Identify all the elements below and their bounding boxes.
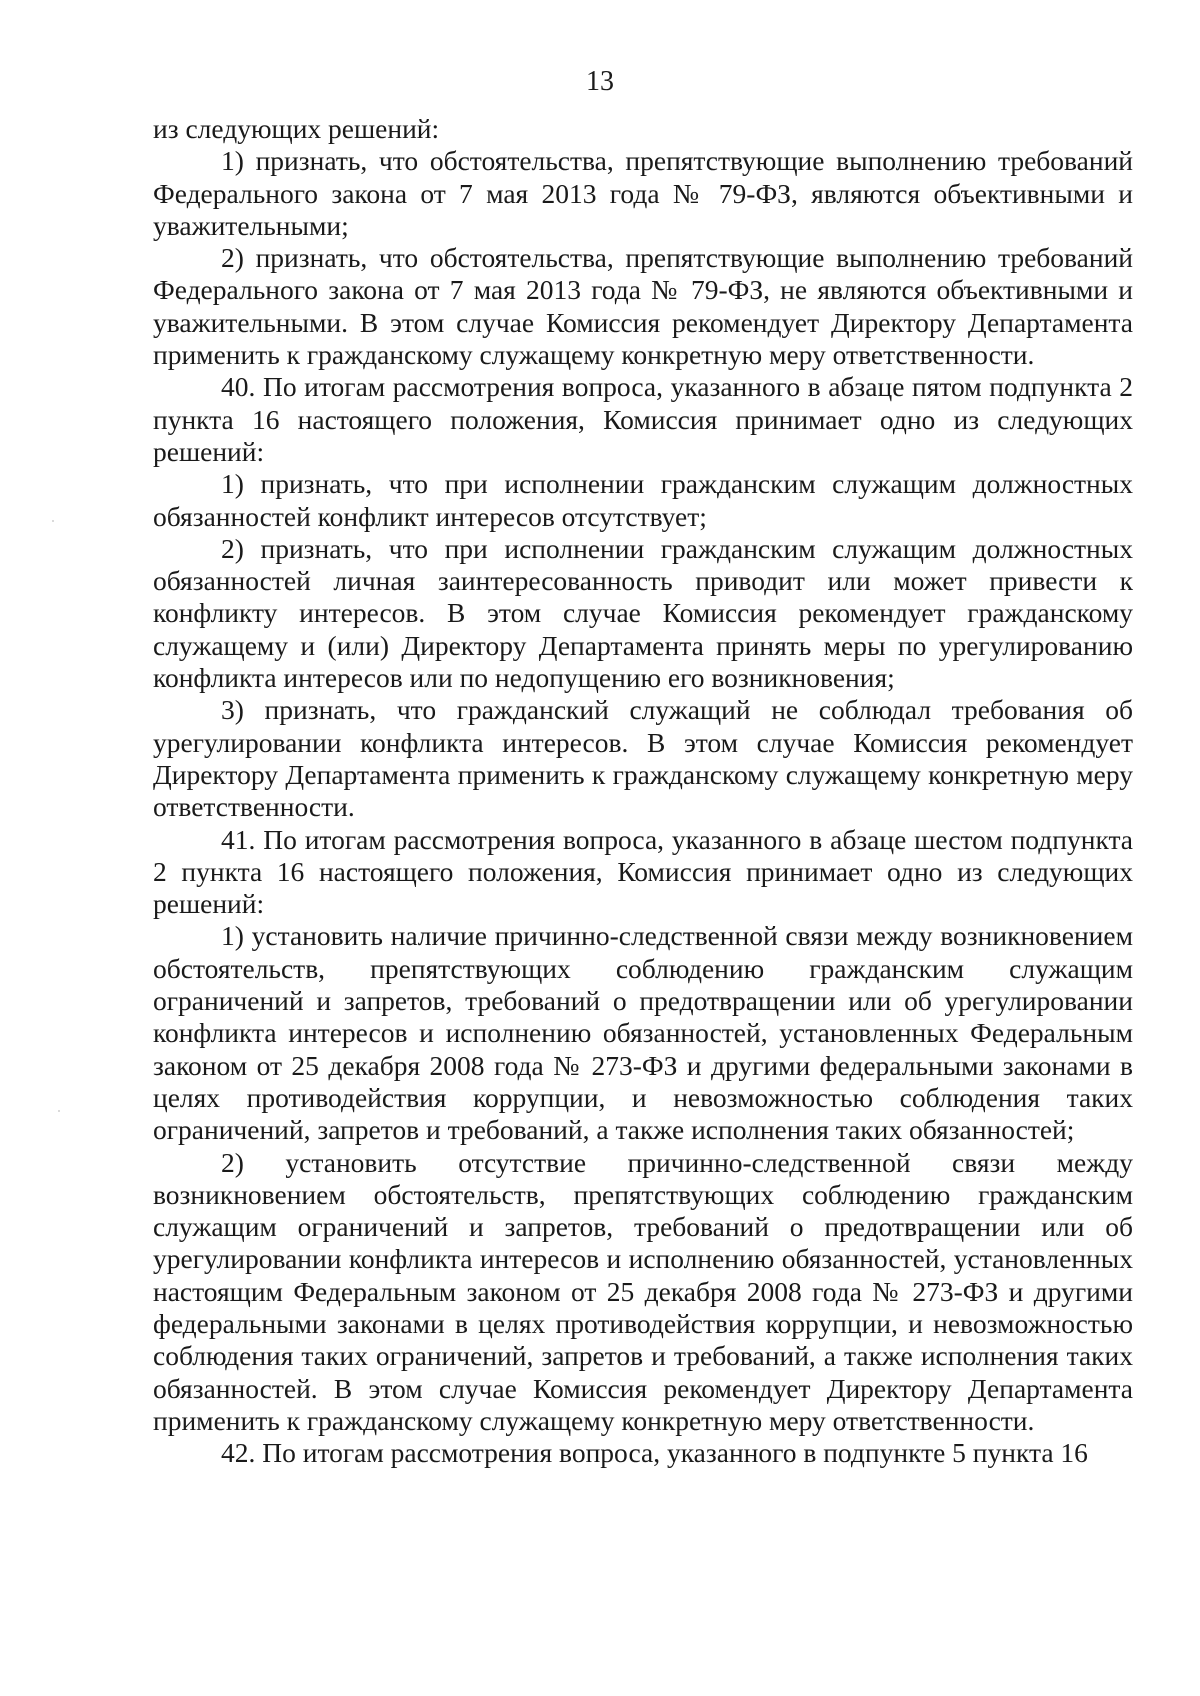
paragraph-41-item-2: 2) установить отсутствие причинно-следственной связи между возникновением обстоятельств, препятствующих соблюдению гражданским служащим ограничений и запретов, требований о предотвращении или об урегулировании конфликта интересов и исполнению обязанностей, установленных настоящим Федеральным законом от 25 декабря 2008 года № 273-ФЗ и другими федеральными законами в целях противодействия коррупции, и невозможностью соблюдения таких ограничений, запретов и требований, а также исполнения таких обязанностей. В этом случае Комиссия рекомендует Директору Департамента применить к гражданскому служащему конкретную меру ответственности. (153, 1146, 1133, 1436)
paragraph-40-item-3: 3) признать, что гражданский служащий не соблюдал требования об урегулировании конфликта интересов. В этом случае Комиссия рекомендует Директору Департамента применить к гражданскому служащему конкретную меру ответственности. (153, 694, 1133, 823)
paragraph-continuation: из следующих решений: (153, 113, 440, 144)
document-body (153, 113, 1133, 1469)
paragraph-40: 40. По итогам рассмотрения вопроса, указанного в абзаце пятом подпункта 2 пункта 16 настоящего положения, Комиссия принимает одно из следующих решений: (153, 371, 1133, 467)
paragraph-39-item-1: 1) признать, что обстоятельства, препятствующие выполнению требований Федерального закона от 7 мая 2013 года № 79-ФЗ, являются объективными и уважительными; (153, 145, 1133, 241)
paragraph-41-item-1: 1) установить наличие причинно-следственной связи между возникновением обстоятельств, препятствующих соблюдению гражданским служащим ограничений и запретов, требований о предотвращении или об урегулировании конфликта интересов и исполнению обязанностей, установленных Федеральным законом от 25 декабря 2008 года № 273-ФЗ и другими федеральными законами в целях противодействия коррупции, и невозможностью соблюдения таких ограничений, запретов и требований, а также исполнения таких обязанностей; (153, 920, 1133, 1146)
paragraph-40-item-2: 2) признать, что при исполнении гражданским служащим должностных обязанностей личная заинтересованность приводит или может привести к конфликту интересов. В этом случае Комиссия рекомендует гражданскому служащему и (или) Директору Департамента принять меры по урегулированию конфликта интересов или по недопущению его возникновения; (153, 532, 1133, 694)
scan-artifact (52, 520, 54, 522)
paragraph-40-item-1: 1) признать, что при исполнении гражданским служащим должностных обязанностей конфликт интересов отсутствует; (153, 468, 1133, 532)
paragraph-41: 41. По итогам рассмотрения вопроса, указанного в абзаце шестом подпункта 2 пункта 16 настоящего положения, Комиссия принимает одно из следующих решений: (153, 823, 1133, 920)
scan-artifact (58, 1110, 60, 1112)
paragraph-39-item-2: 2) признать, что обстоятельства, препятствующие выполнению требований Федерального закона от 7 мая 2013 года № 79-ФЗ, не являются объективными и уважительными. В этом случае Комиссия рекомендует Директору Департамента применить к гражданскому служащему конкретную меру ответственности. (153, 242, 1133, 371)
paragraph-42: 42. По итогам рассмотрения вопроса, указанного в подпункте 5 пункта 16 (221, 1437, 1088, 1469)
page-number: 13 (586, 66, 614, 97)
